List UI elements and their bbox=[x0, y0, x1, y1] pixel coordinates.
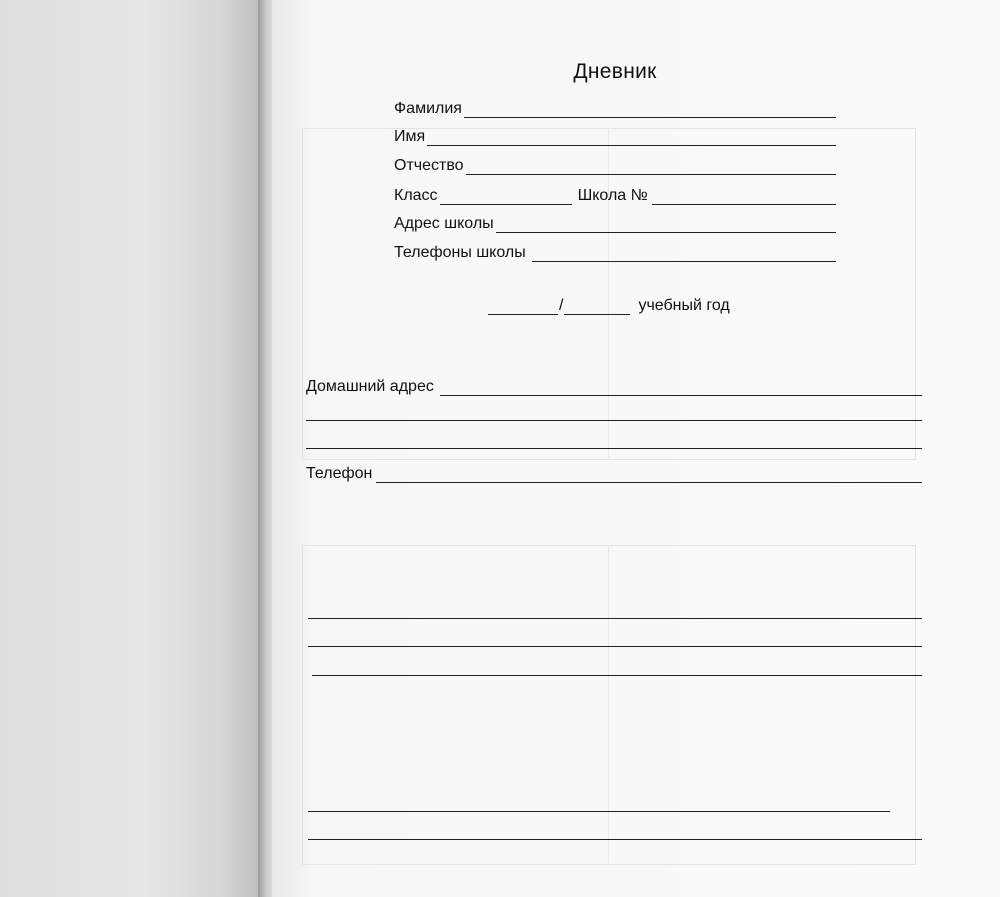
bleed-through-divider bbox=[608, 545, 609, 863]
left-page bbox=[0, 0, 262, 897]
page-title: Дневник bbox=[573, 60, 657, 83]
school-year-row bbox=[488, 293, 748, 315]
surname-field[interactable] bbox=[464, 100, 836, 118]
class-field[interactable] bbox=[440, 187, 572, 205]
school-phones-label: Телефоны школы bbox=[394, 244, 526, 261]
school-phones-field[interactable] bbox=[532, 244, 836, 262]
home-address-row bbox=[306, 374, 922, 396]
school-phones-row bbox=[394, 240, 836, 262]
head-of-studies-field[interactable] bbox=[308, 822, 922, 840]
home-address-label: Домашний адрес bbox=[306, 378, 434, 395]
school-year-label: учебный год bbox=[638, 297, 730, 314]
emergency-phone-row bbox=[306, 654, 922, 676]
phone-field[interactable] bbox=[376, 465, 922, 483]
school-number-label: Школа № bbox=[577, 187, 648, 204]
blood-group-row bbox=[306, 597, 922, 619]
class-label: Класс bbox=[394, 187, 438, 204]
bleed-through-table-bottom bbox=[302, 545, 916, 865]
name-field[interactable] bbox=[427, 128, 836, 146]
school-address-label: Адрес школы bbox=[394, 215, 494, 232]
patronymic-field[interactable] bbox=[466, 157, 836, 175]
class-school-row bbox=[394, 183, 836, 205]
school-address-row bbox=[394, 211, 836, 233]
patronymic-row bbox=[394, 153, 836, 175]
director-field[interactable] bbox=[308, 794, 890, 812]
emergency-phone-field[interactable] bbox=[312, 658, 922, 676]
surname-label: Фамилия bbox=[394, 100, 462, 117]
blood-group-field[interactable] bbox=[308, 601, 922, 619]
head-of-studies-row bbox=[306, 818, 922, 840]
phone-label: Телефон bbox=[306, 465, 373, 482]
home-address-line-2[interactable] bbox=[306, 420, 922, 421]
director-row bbox=[306, 790, 890, 812]
patronymic-label: Отчество bbox=[394, 157, 464, 174]
name-row bbox=[394, 124, 836, 146]
school-address-field[interactable] bbox=[496, 215, 836, 233]
surname-row bbox=[394, 96, 836, 118]
school-number-field[interactable] bbox=[652, 187, 836, 205]
rh-factor-field[interactable] bbox=[308, 629, 922, 647]
year-end-field[interactable] bbox=[564, 297, 630, 315]
home-address-field[interactable] bbox=[440, 378, 922, 396]
rh-factor-row bbox=[306, 625, 922, 647]
name-label: Имя bbox=[394, 128, 426, 145]
phone-row bbox=[306, 461, 922, 483]
year-separator: / bbox=[559, 297, 564, 314]
year-start-field[interactable] bbox=[488, 297, 558, 315]
home-address-line-3[interactable] bbox=[306, 448, 922, 449]
